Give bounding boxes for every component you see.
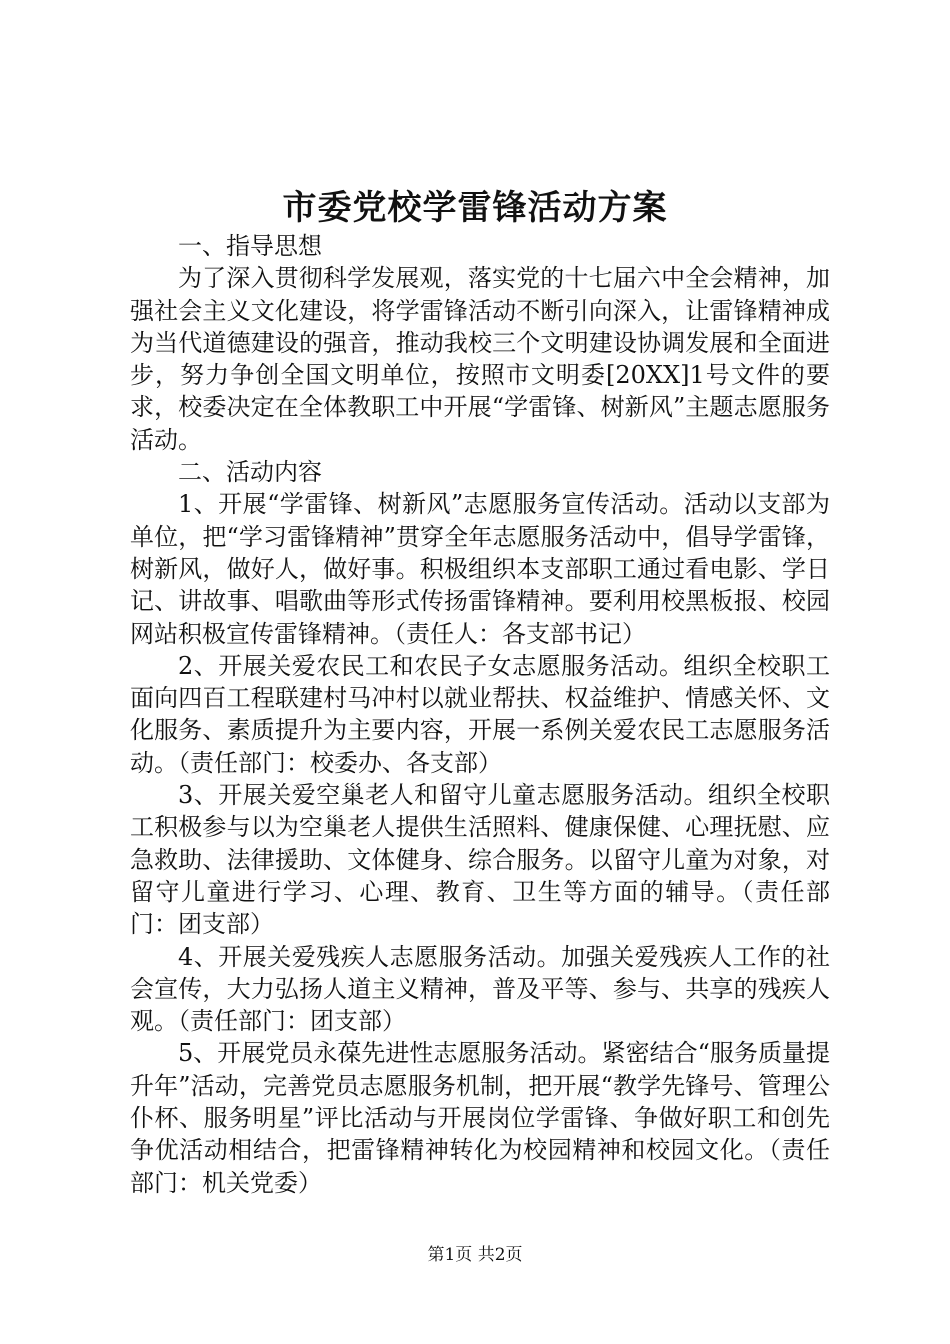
paragraph-activity-4: 4、开展关爱残疾人志愿服务活动。加强关爱残疾人工作的社会宣传，大力弘扬人道主义精神，普及平等、参与、共享的残疾人观。（责任部门：团支部） xyxy=(130,942,830,1036)
paragraph-activity-3: 3、开展关爱空巢老人和留守儿童志愿服务活动。组织全校职工积极参与以为空巢老人提供生活照料、健康保健、心理抚慰、应急救助、法律援助、文体健身、综合服务。以留守儿童为对象，对留守儿童进行学习、心理、教育、卫生等方面的辅导。（责任部门：团支部） xyxy=(130,781,830,939)
page-number-footer: 第1页 共2页 xyxy=(427,1245,523,1265)
document-body xyxy=(130,230,830,1199)
paragraph-activity-2: 2、开展关爱农民工和农民子女志愿服务活动。组织全校职工面向四百工程联建村马冲村以就业帮扶、权益维护、情感关怀、文化服务、素质提升为主要内容，开展一系例关爱农民工志愿服务活动。（责任部门：校委办、各支部） xyxy=(130,651,830,777)
section-heading-guiding-ideology: 一、指导思想 xyxy=(178,232,322,260)
paragraph-guiding-ideology: 为了深入贯彻科学发展观，落实党的十七届六中全会精神，加强社会主义文化建设，将学雷锋活动不断引向深入，让雷锋精神成为当代道德建设的强音，推动我校三个文明建设协调发展和全面进步，努力争创全国文明单位，按照市文明委[20XX]1号文件的要求，校委决定在全体教职工中开展“学雷锋、树新风”主题志愿服务活动。 xyxy=(130,264,830,454)
section-heading-activity-content: 二、活动内容 xyxy=(178,458,322,487)
paragraph-activity-5: 5、开展党员永葆先进性志愿服务活动。紧密结合“服务质量提升年”活动，完善党员志愿服务机制，把开展“教学先锋号、管理公仆杯、服务明星”评比活动与开展岗位学雷锋、争做好职工和创先争优活动相结合，把雷锋精神转化为校园精神和校园文化。（责任部门：机关党委） xyxy=(130,1039,830,1197)
document-title: 市委党校学雷锋活动方案 xyxy=(282,188,668,228)
paragraph-activity-1: 1、开展“学雷锋、树新风”志愿服务宣传活动。活动以支部为单位，把“学习雷锋精神”贯穿全年志愿服务活动中，倡导学雷锋，树新风，做好人，做好事。积极组织本支部职工通过看电影、学日记、讲故事、唱歌曲等形式传扬雷锋精神。要利用校黑板报、校园网站积极宣传雷锋精神。（责任人：各支部书记） xyxy=(130,490,830,648)
